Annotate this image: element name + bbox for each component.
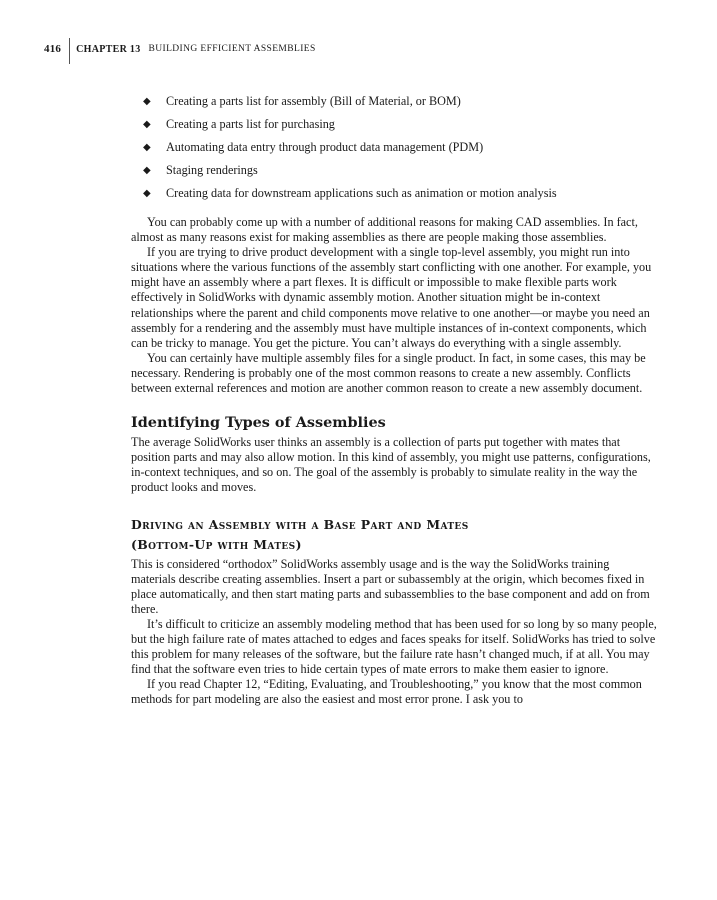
page-number: 416 bbox=[44, 43, 62, 55]
diamond-bullet-icon: ◆ bbox=[143, 96, 151, 107]
running-head bbox=[44, 38, 316, 64]
diamond-bullet-icon: ◆ bbox=[143, 188, 151, 199]
subsection-heading bbox=[131, 515, 657, 555]
list-item bbox=[131, 184, 657, 207]
header-divider bbox=[69, 38, 70, 64]
diamond-bullet-icon: ◆ bbox=[143, 142, 151, 153]
body-paragraph: If you read Chapter 12, “Editing, Evaluating, and Troubleshooting,” you know that the most common methods for part modeling are also the easiest and most error prone. I ask you to bbox=[131, 677, 642, 707]
list-item bbox=[131, 138, 657, 161]
list-item-text: Creating a parts list for assembly (Bill of Material, or BOM) bbox=[166, 94, 461, 108]
list-item bbox=[131, 161, 657, 184]
body-paragraph: If you are trying to drive product development with a single top-level assembly, you might run into situations where the various functions of the assembly start conflicting with one another. For example, you might have an assembly where a part flexes. It is difficult or impossible to make flexible parts work effectively in SolidWorks with dynamic assembly motion. Another situation might be in-context relationships where the parent and child components move relative to one another—or maybe you need an assembly for a rendering and the assembly must have multiple instances of in-context components, which can be tricky to manage. You get the picture. You can’t always do everything with a single assembly. bbox=[131, 245, 652, 350]
body-paragraph: You can probably come up with a number of additional reasons for making CAD assemblies. In fact, almost as many reasons exist for making assemblies as there are people making those assemblies. bbox=[131, 215, 638, 245]
chapter-label: CHAPTER 13 bbox=[76, 44, 141, 55]
body-paragraph: It’s difficult to criticize an assembly modeling method that has been used for so long by so many people, but the high failure rate of mates attached to edges and faces speaks for itself. SolidWorks has tried to solve this problem for many releases of the software, but the failure rate hasn’t changed much, if at all. You may find that the software even tries to hide certain types of mate errors to make them easier to ignore. bbox=[131, 616, 657, 677]
chapter-title: BUILDING EFFICIENT ASSEMBLIES bbox=[148, 44, 316, 54]
list-item-text: Automating data entry through product data management (PDM) bbox=[166, 140, 484, 154]
list-item-text: Staging renderings bbox=[166, 163, 258, 177]
body-paragraph: This is considered “orthodox” SolidWorks assembly usage and is the way the SolidWorks training materials describe creating assemblies. Insert a part or subassembly at the origin, which becomes fixed in place automatically, and then start mating parts and subassemblies to the base component and add on from there. bbox=[131, 556, 650, 616]
body-paragraph: You can certainly have multiple assembly files for a single product. In fact, in some cases, this may be necessary. Rendering is probably one of the most common reasons to create a new assembly. Conflicts between external references and motion are another common reason to create a new assembly document. bbox=[131, 350, 646, 396]
body-paragraph: The average SolidWorks user thinks an assembly is a collection of parts put together with mates that position parts and may also allow motion. In this kind of assembly, you might use patterns, configurations, in-context techniques, and so on. The goal of the assembly is probably to simulate reality in the way the product looks and moves. bbox=[131, 435, 651, 495]
diamond-bullet-icon: ◆ bbox=[143, 119, 151, 130]
list-item bbox=[131, 92, 657, 115]
list-item-text: Creating a parts list for purchasing bbox=[166, 117, 335, 131]
page-body bbox=[131, 92, 657, 707]
diamond-bullet-icon: ◆ bbox=[143, 165, 151, 176]
subsection-heading-line: (Bottom-Up with Mates) bbox=[131, 536, 302, 552]
list-item bbox=[131, 115, 657, 138]
bullet-list bbox=[131, 92, 657, 207]
list-item-text: Creating data for downstream applications such as animation or motion analysis bbox=[166, 186, 557, 200]
section-heading: Identifying Types of Assemblies bbox=[131, 414, 386, 432]
subsection-heading-line: Driving an Assembly with a Base Part and Mates bbox=[131, 516, 469, 532]
